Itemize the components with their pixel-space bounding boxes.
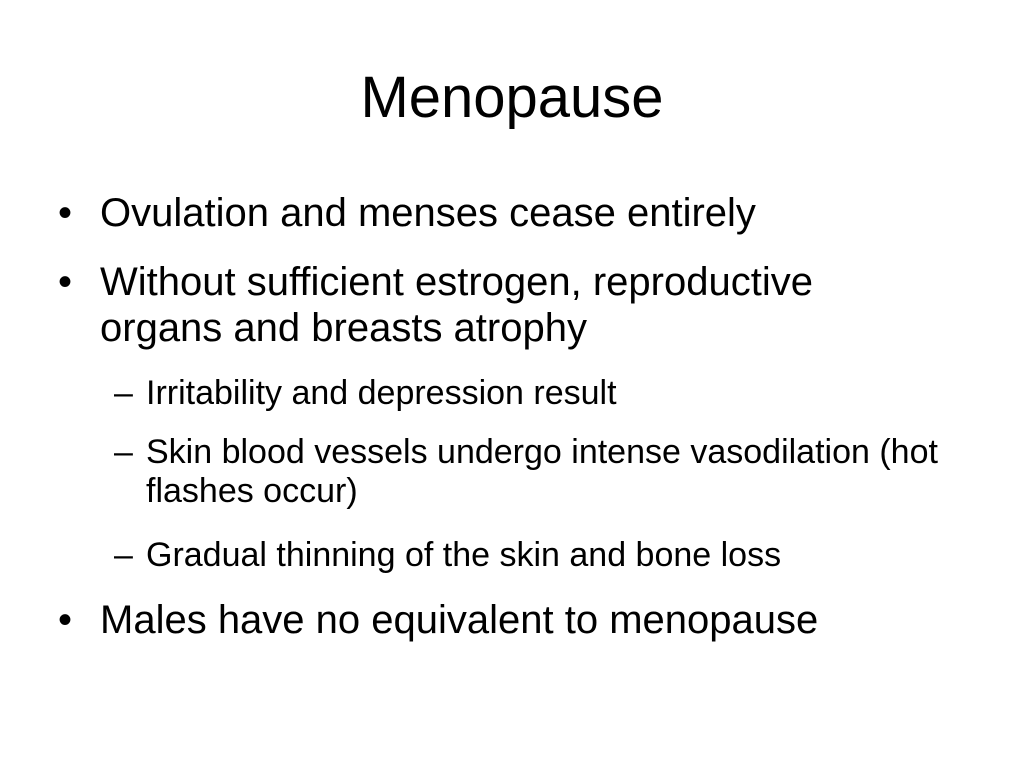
bullet-item [58,259,940,351]
sub-bullet-text: Irritability and depression result [146,374,617,412]
sub-bullet-text: Gradual thinning of the skin and bone loss [146,536,782,574]
dash-marker: – [114,433,133,471]
dash-marker: – [114,374,133,412]
dash-marker: – [114,536,133,574]
bullet-marker: • [58,260,73,304]
bullet-text: Ovulation and menses cease entirely [100,191,756,235]
bullet-marker: • [58,598,73,642]
bullet-item [58,597,940,643]
slide-title: Menopause [360,65,664,130]
bullet-text: Without sufficient estrogen, reproductive organs and breasts atrophy [100,260,813,350]
bullet-item [58,190,940,236]
sub-bullet-item [114,536,946,575]
bullet-marker: • [58,191,73,235]
sub-bullet-item [114,374,946,413]
bullet-text: Males have no equivalent to menopause [100,598,819,642]
sub-bullet-text: Skin blood vessels undergo intense vasodilation (hot flashes occur) [146,433,938,510]
sub-bullet-item [114,433,946,511]
